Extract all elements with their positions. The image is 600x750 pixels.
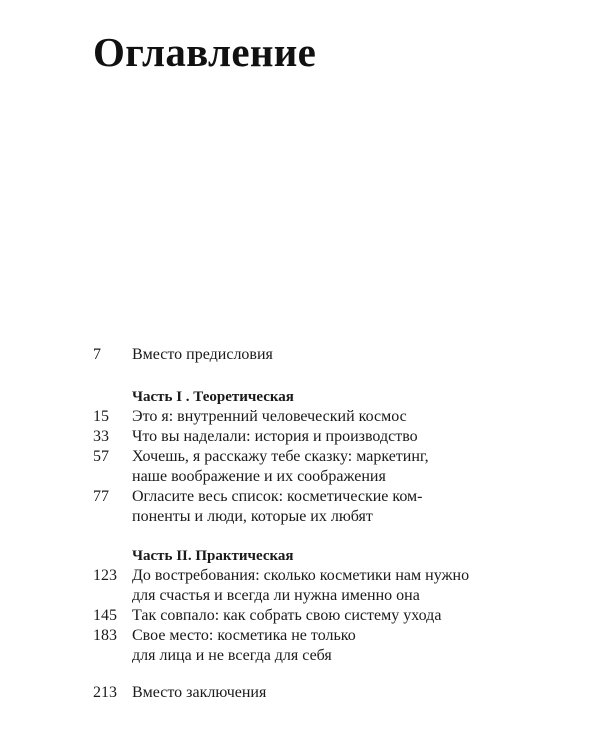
toc-entry-title-continued: для лица и не всегда для себя (132, 647, 332, 664)
toc-entry-title: Что вы наделали: история и производство (132, 428, 418, 445)
toc-page-number: 145 (93, 607, 117, 624)
toc-entry-title: Вместо предисловия (132, 346, 273, 363)
toc-page-number: 213 (93, 684, 117, 701)
toc-entry-title-continued: наше воображение и их соображения (132, 468, 386, 485)
toc-entry-title-continued: поненты и люди, которые их любят (132, 508, 373, 525)
toc-page-number: 183 (93, 627, 117, 644)
toc-page-number: 77 (93, 488, 109, 505)
toc-entry-title: Хочешь, я расскажу тебе сказку: маркетинг, (132, 448, 429, 465)
toc-page-number: 123 (93, 567, 117, 584)
toc-entry-title: Огласите весь список: косметические ком- (132, 488, 423, 505)
part-heading: Часть I . Теоретическая (132, 389, 294, 405)
toc-entry-title: Так совпало: как собрать свою систему ухода (132, 607, 442, 624)
toc-page-number: 33 (93, 428, 109, 445)
toc-page-number: 57 (93, 448, 109, 465)
toc-entry-title: Свое место: косметика не только (132, 627, 356, 644)
part-heading: Часть II. Практическая (132, 548, 294, 564)
toc-page-number: 7 (93, 346, 101, 363)
toc-entry-title: Вместо заключения (132, 684, 267, 701)
toc-page-number: 15 (93, 408, 109, 425)
page-title: Оглавление (93, 29, 317, 75)
toc-entry-title-continued: для счастья и всегда ли нужна именно она (132, 587, 420, 604)
toc-entry-title: Это я: внутренний человеческий космос (132, 408, 407, 425)
toc-entry-title: До востребования: сколько косметики нам нужно (132, 567, 470, 584)
